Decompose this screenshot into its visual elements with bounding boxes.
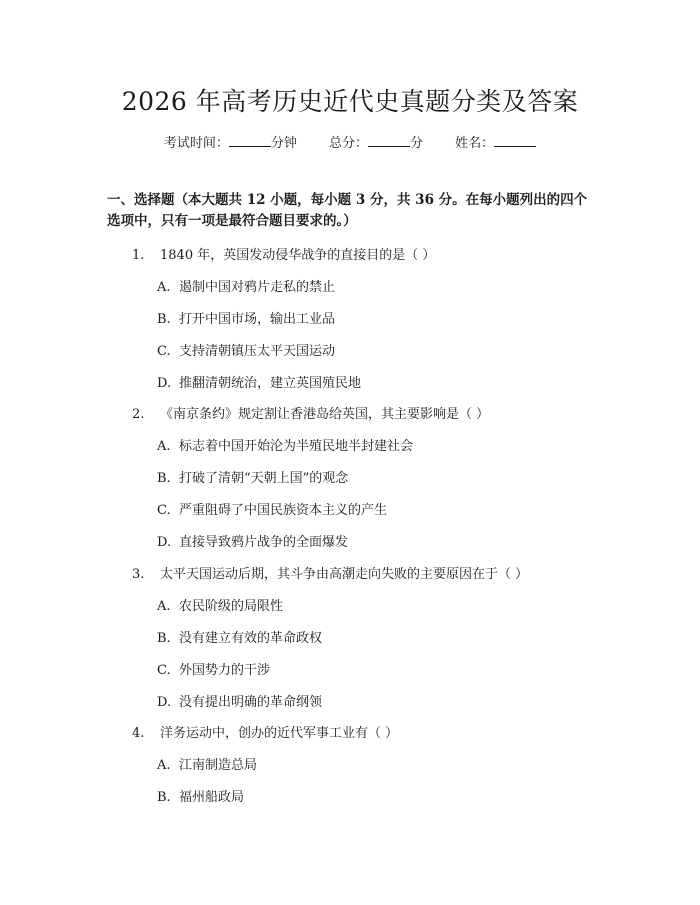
option-letter: D. [157, 695, 172, 710]
option-text: 遏制中国对鸦片走私的禁止 [179, 280, 336, 295]
option-letter: C. [157, 663, 171, 678]
score-unit: 分 [410, 136, 424, 151]
option-text: 农民阶级的局限性 [179, 599, 284, 614]
option-letter: D. [157, 535, 172, 550]
name-label: 姓名： [455, 136, 495, 151]
question-option [157, 531, 348, 550]
option-text: 标志着中国开始沦为半殖民地半封建社会 [179, 439, 414, 454]
name-field [455, 132, 536, 151]
time-field [164, 132, 297, 151]
question-option [157, 340, 335, 359]
name-blank [494, 134, 536, 147]
time-unit: 分钟 [270, 136, 297, 151]
option-text: 打破了清朝“天朝上国”的观念 [179, 471, 349, 486]
option-text: 外国势力的干涉 [179, 663, 271, 678]
question-number: 2. [132, 407, 145, 422]
question-option [157, 435, 413, 454]
score-field [329, 132, 423, 151]
time-label: 考试时间： [163, 136, 229, 151]
option-letter: D. [157, 376, 172, 391]
option-text: 打开中国市场，输出工业品 [179, 312, 336, 327]
option-letter: B. [157, 631, 171, 646]
question [132, 722, 398, 741]
question-number: 3. [132, 567, 145, 582]
exam-meta [0, 132, 700, 151]
score-blank [368, 134, 410, 147]
option-letter: A. [157, 280, 171, 295]
time-blank [229, 134, 271, 147]
question-option [157, 595, 283, 614]
option-text: 没有提出明确的革命纲领 [179, 695, 323, 710]
score-label: 总分： [328, 136, 368, 151]
question-text: 太平天国运动后期，其斗争由高潮走向失败的主要原因在于（ ） [160, 567, 529, 582]
question-option [157, 308, 335, 327]
option-text: 江南制造总局 [179, 758, 258, 773]
page-title: 2026 年高考历史近代史真题分类及答案 [121, 87, 579, 116]
question-number: 4. [132, 726, 145, 741]
option-letter: B. [157, 312, 171, 327]
question-text: 《南京条约》规定割让香港岛给英国，其主要影响是（ ） [160, 407, 490, 422]
option-letter: A. [157, 599, 171, 614]
question [132, 403, 489, 422]
section-heading: 一、选择题（本大题共 12 小题，每小题 3 分，共 36 分。在每小题列出的四个选项中，只有一项是最符合题目要求的。） [107, 192, 588, 229]
question-text: 洋务运动中，创办的近代军事工业有（ ） [160, 726, 399, 741]
option-text: 推翻清朝统治，建立英国殖民地 [179, 376, 362, 391]
question-option [157, 499, 387, 518]
option-text: 支持清朝镇压太平天国运动 [179, 344, 336, 359]
option-text: 没有建立有效的革命政权 [179, 631, 323, 646]
option-letter: A. [157, 758, 171, 773]
question-option [157, 659, 270, 678]
option-letter: B. [157, 471, 171, 486]
option-text: 福州船政局 [179, 790, 245, 805]
option-text: 严重阻碍了中国民族资本主义的产生 [179, 503, 388, 518]
question [132, 563, 528, 582]
option-letter: C. [157, 503, 171, 518]
question-option [157, 627, 322, 646]
question-option [157, 691, 322, 710]
question [132, 244, 435, 263]
option-letter: B. [157, 790, 171, 805]
question-option [157, 754, 257, 773]
option-text: 直接导致鸦片战争的全面爆发 [179, 535, 349, 550]
question-option [157, 467, 348, 486]
question-text: 1840 年，英国发动侵华战争的直接目的是（ ） [160, 248, 436, 263]
option-letter: C. [157, 344, 171, 359]
option-letter: A. [157, 439, 171, 454]
question-number: 1. [132, 248, 145, 263]
question-option [157, 372, 361, 391]
question-option [157, 276, 335, 295]
question-option [157, 786, 244, 805]
